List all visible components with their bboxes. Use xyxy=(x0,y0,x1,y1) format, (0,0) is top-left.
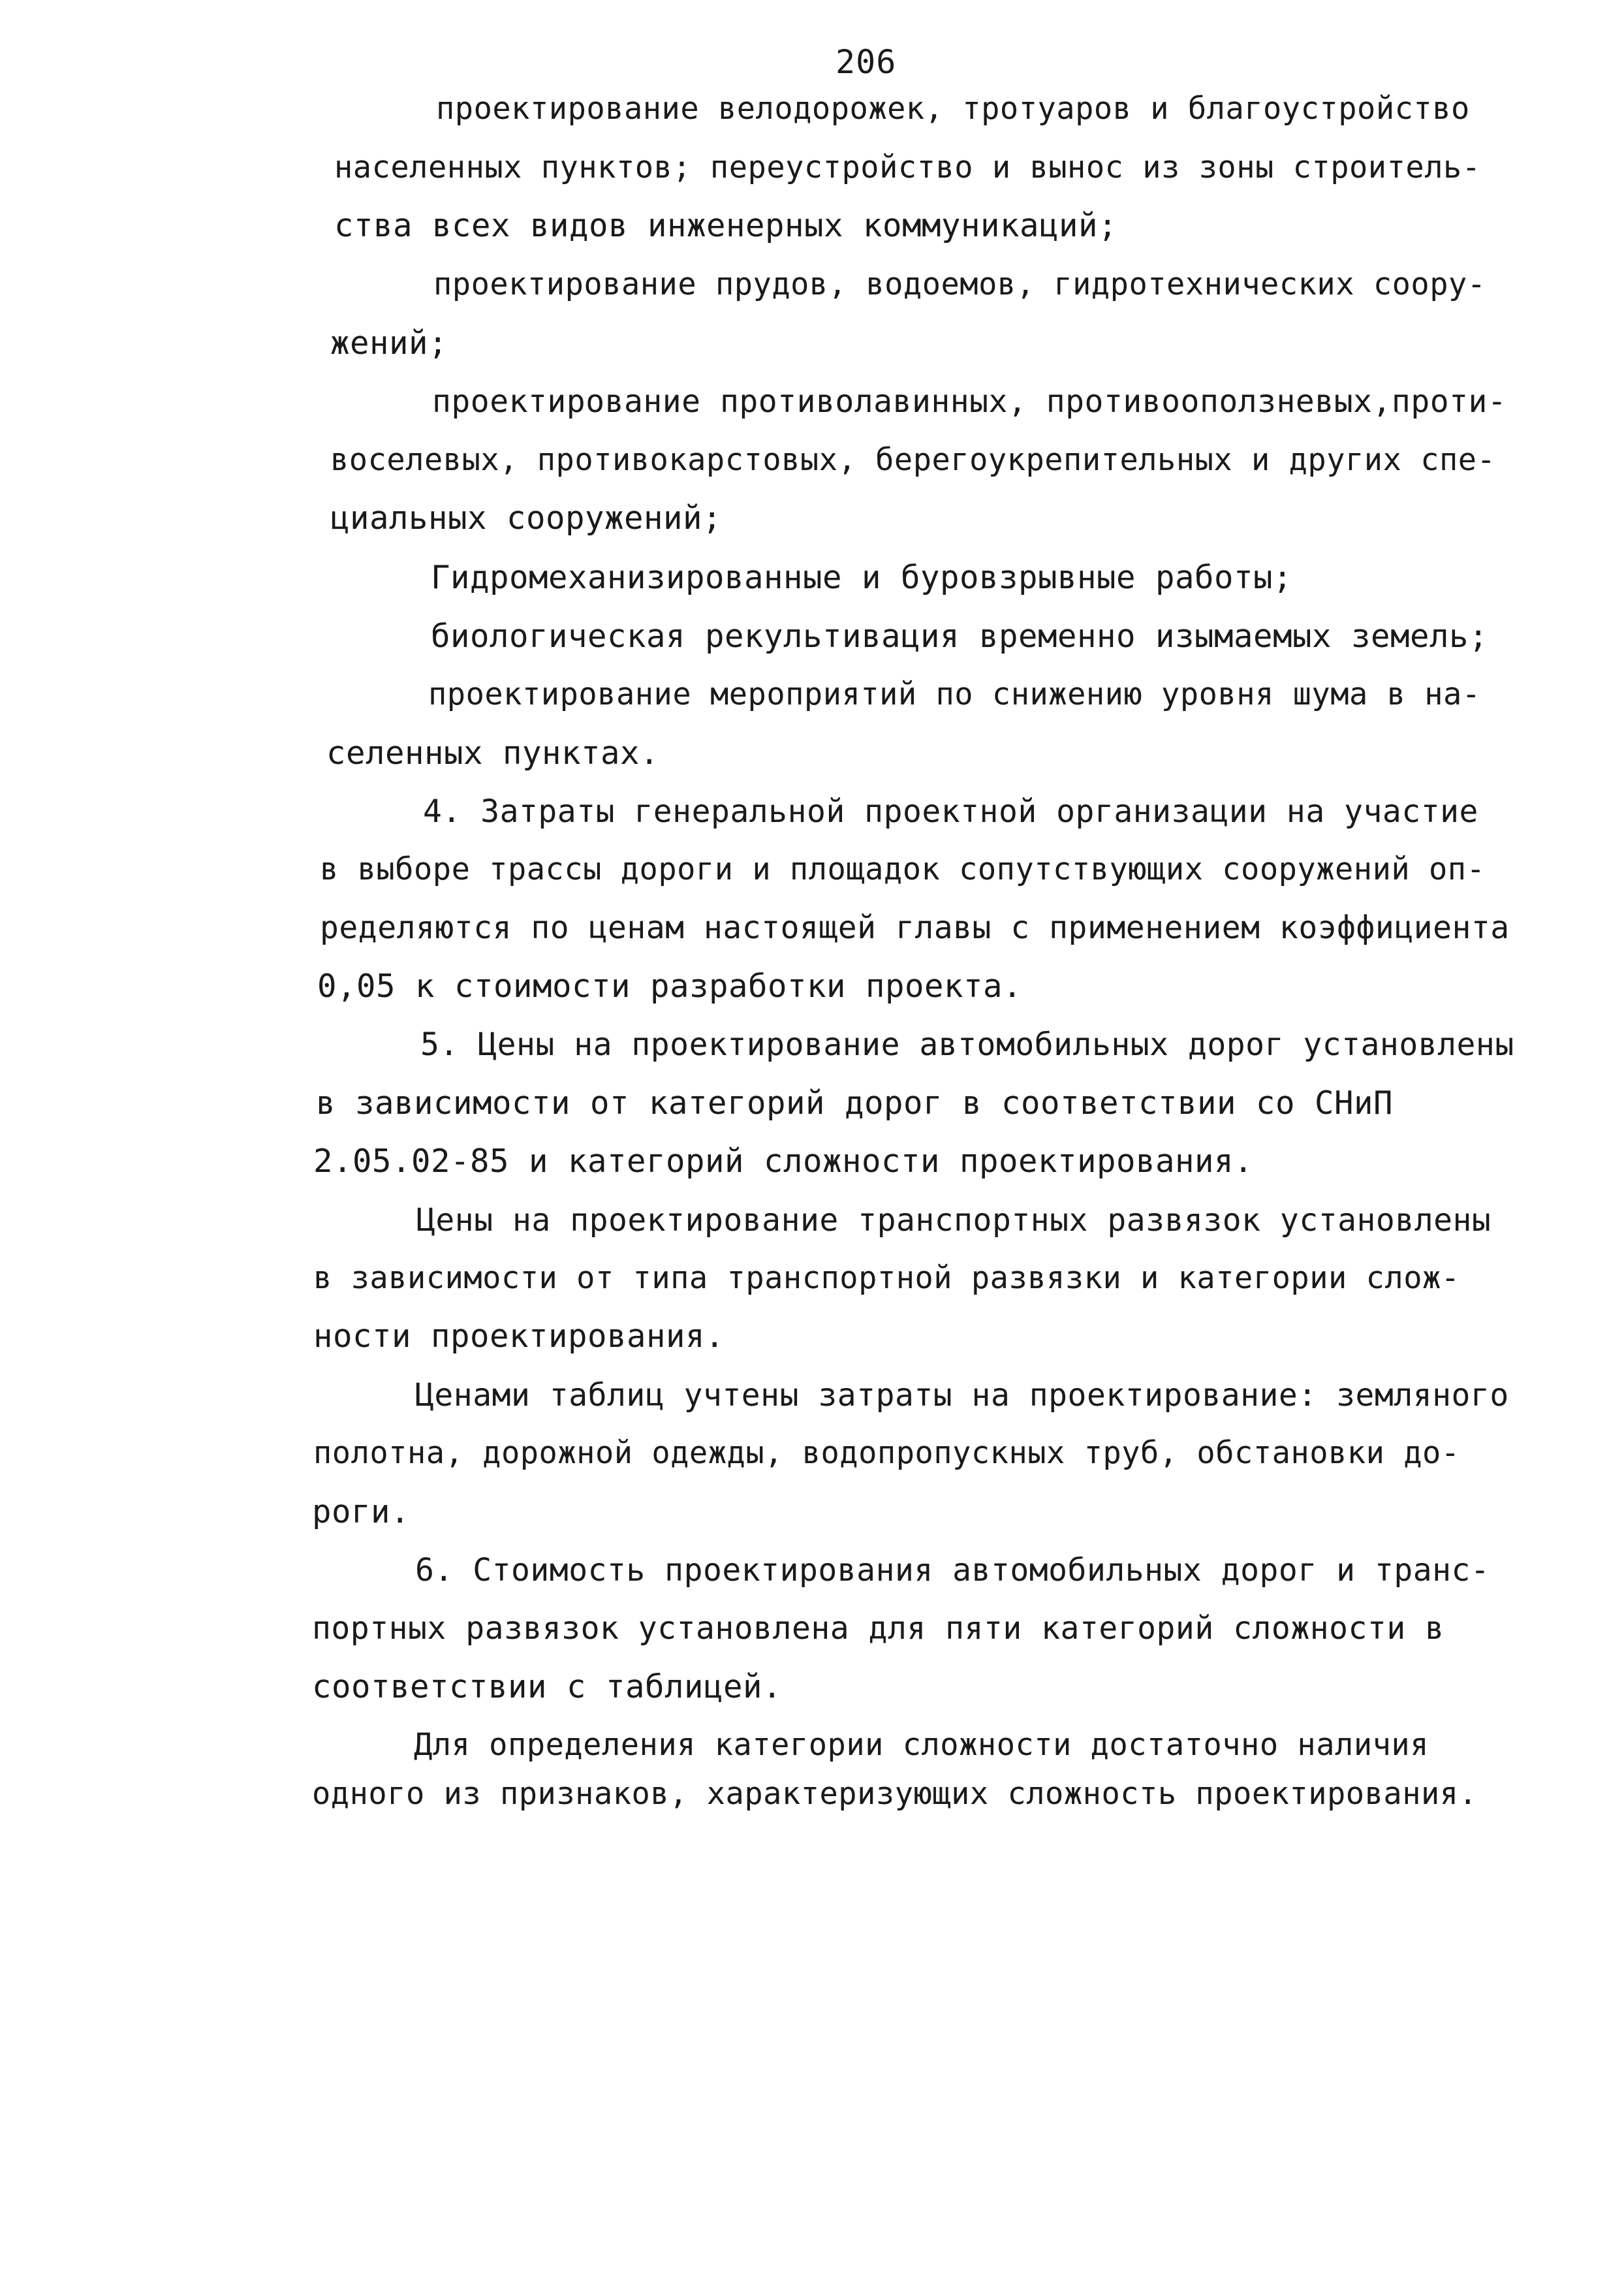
text-line: Ценами таблиц учтены затраты на проектирование: земляного xyxy=(415,1377,1509,1414)
text-line: селенных пунктах. xyxy=(326,735,660,772)
text-line: проектирование мероприятий по снижению уровня шума в на- xyxy=(428,676,1481,712)
text-line: воселевых, противокарстовых, берегоукрепительных и других спе- xyxy=(330,442,1496,478)
text-line: 6. Стоимость проектирования автомобильных дорог и транс- xyxy=(415,1552,1490,1589)
text-line: роги. xyxy=(312,1493,411,1530)
text-line: ности проектирования. xyxy=(313,1318,725,1355)
text-line: Гидромеханизированные и буровзрывные работы; xyxy=(431,559,1293,596)
text-line: ределяются по ценам настоящей главы с применением коэффициента xyxy=(320,909,1510,946)
text-line: ства всех видов инженерных коммуникаций; xyxy=(334,207,1118,244)
text-line: 2.05.02-85 и категорий сложности проектирования. xyxy=(313,1143,1254,1180)
text-line: портных развязок установлена для пяти категорий сложности в xyxy=(312,1610,1444,1647)
text-line: одного из признаков, характеризующих сложность проектирования. xyxy=(312,1776,1478,1812)
text-line: населенных пунктов; переустройство и вынос из зоны строитель- xyxy=(334,150,1481,185)
page-number: 206 xyxy=(835,43,897,81)
text-line: проектирование противолавинных, противооползневых,проти- xyxy=(432,383,1507,420)
text-line: в зависимости от типа транспортной развязки и категории слож- xyxy=(313,1260,1460,1296)
text-line: проектирование прудов, водоемов, гидротехнических соору- xyxy=(433,266,1486,302)
text-line: 4. Затраты генеральной проектной организации на участие xyxy=(423,793,1478,830)
text-line: жений; xyxy=(330,324,448,362)
text-line: 5. Цены на проектирование автомобильных дорог установлены xyxy=(420,1026,1514,1063)
text-line: 0,05 к стоимости разработки проекта. xyxy=(317,968,1023,1005)
text-line: Для определения категории сложности достаточно наличия xyxy=(414,1727,1429,1763)
text-line: в зависимости от категорий дорог в соответствии со СНиП xyxy=(316,1084,1394,1122)
text-line: Цены на проектирование транспортных развязок установлены xyxy=(416,1202,1491,1239)
text-line: в выборе трассы дороги и площадок сопутствующих сооружений оп- xyxy=(320,851,1486,887)
text-line: проектирование велодорожек, тротуаров и благоустройство xyxy=(436,91,1470,127)
text-line: циальных сооружений; xyxy=(330,499,723,537)
text-line: соответствии с таблицей. xyxy=(312,1668,783,1705)
text-line: биологическая рекультивация временно изымаемых земель; xyxy=(431,618,1489,655)
text-line: полотна, дорожной одежды, водопропускных труб, обстановки до- xyxy=(313,1435,1460,1471)
